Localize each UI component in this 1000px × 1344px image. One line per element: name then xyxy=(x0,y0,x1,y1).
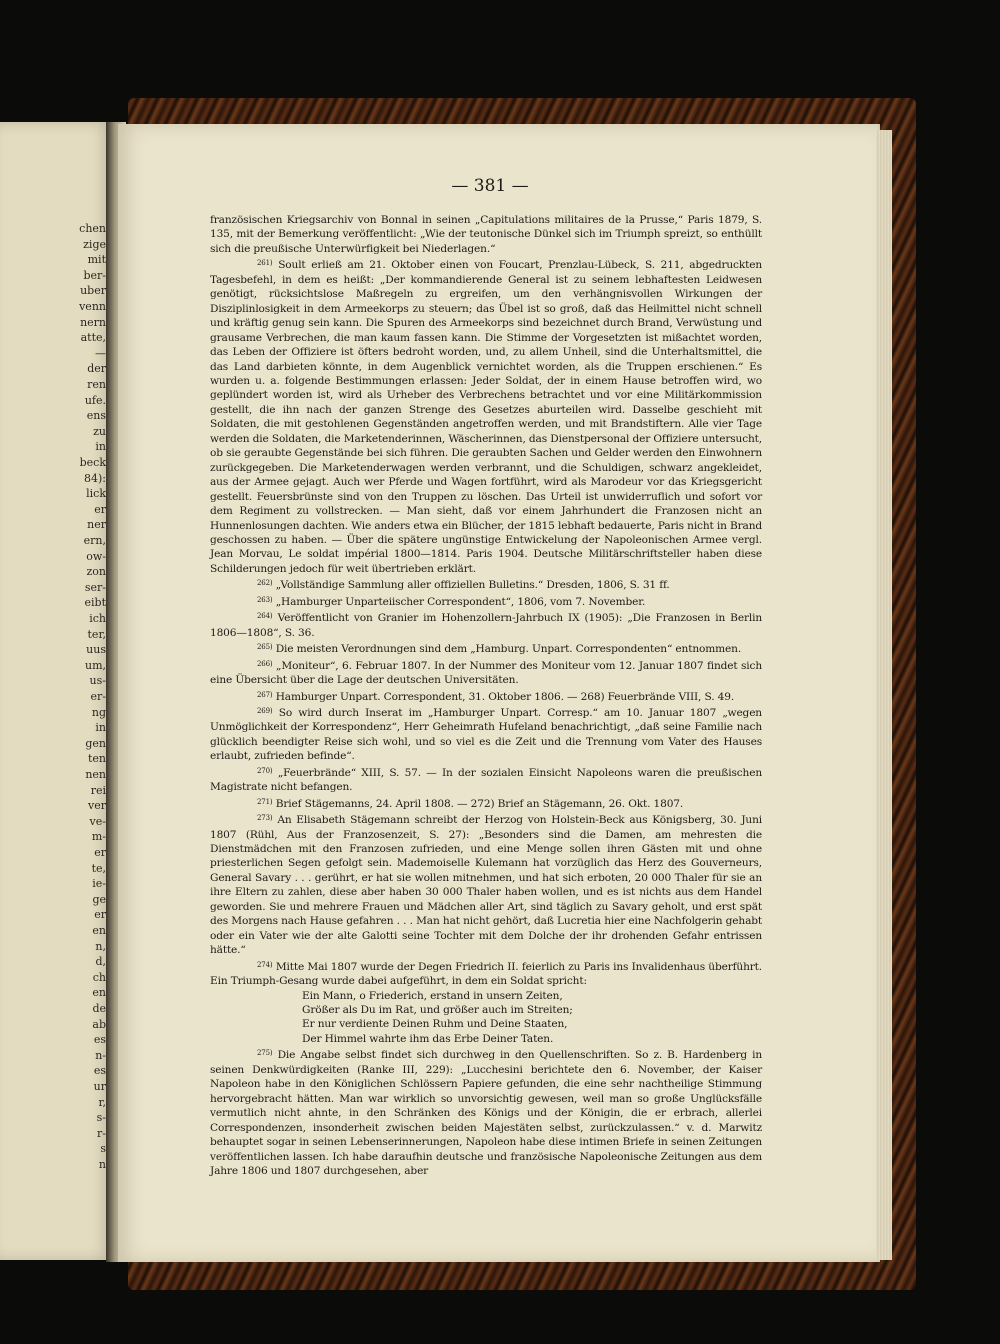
verse-line: Größer als Du im Rat, und größer auch im Streiten; xyxy=(302,1004,573,1017)
verse-line: Der Himmel wahrte ihm das Erbe Deiner Taten. xyxy=(302,1032,554,1045)
left-page-fragment: ens xyxy=(86,409,106,423)
footnote xyxy=(210,576,762,592)
left-page-fragment: lick xyxy=(86,487,106,501)
left-page xyxy=(0,122,112,1260)
left-page-fragment: ge xyxy=(92,892,106,906)
left-page-fragment: in xyxy=(95,440,106,454)
footnote xyxy=(210,609,762,640)
footnote-text: So wird durch Inserat im „Hamburger Unpart. Corresp.“ am 10. Januar 1807 „wegen Unmöglichkeit der Korrespondenz“, Herr Geheimrath Hufeland benachrichtigt, „daß seine Familie nach glücklich beendigter Reise sich wohl, und so viel es die Zeit und die Trennung vom Vater des Hauses erlaubt, zufrieden befinde“. xyxy=(210,706,762,763)
left-page-fragment: zu xyxy=(93,424,106,438)
left-page-fragment: uus xyxy=(86,643,106,657)
left-page-fragment: ser- xyxy=(84,580,106,594)
footnote xyxy=(210,704,762,764)
footnote-text: französischen Kriegsarchiv von Bonnal in seinen „Capitulations militaires de la Prusse,“ Paris 1879, S. 135, mit der Bemerkung veröffentlicht: „Wie der teutonische Dünkel sich im Triumph spreizt, so enthüllt sich die preußische Unterwürfigkeit bei Niederlagen.“ xyxy=(210,214,762,255)
left-page-fragment: es xyxy=(93,1033,106,1047)
footnote-number: 265) xyxy=(257,643,273,652)
verse-line: Ein Mann, o Friederich, erstand in unsern Zeiten, xyxy=(302,989,563,1002)
left-page-fragment: r, xyxy=(98,1095,106,1109)
left-page-fragment: s- xyxy=(96,1111,106,1125)
footnote-text: Veröffentlicht von Granier im Hohenzollern-Jahrbuch IX (1905): „Die Franzosen in Berlin 1806—1808“, S. 36. xyxy=(210,612,763,639)
left-page-fragment: nen xyxy=(85,768,106,781)
footnote-number: 264) xyxy=(257,612,273,621)
left-page-fragment: ver xyxy=(88,799,106,813)
footnote-number: 263) xyxy=(257,595,273,604)
left-page-fragment: uber xyxy=(80,284,106,298)
footnote-number: 274) xyxy=(257,960,273,969)
footnote-text: Die Angabe selbst findet sich durchweg in den Quellenschriften. So z. B. Hardenberg in seinen Denkwürdigkeiten (Ranke III, 229): „Lucchesini berichtete den 6. November, der Kaiser Napoleon habe in den Königlichen Schlössern Papiere gefunden, die eine sehr nachtheilige Stimmung hervorgebracht hätten. Man war wirklich so unvorsichtig gewesen, weil man so große Unglücksfälle vermutlich nicht ahnte, in den Schränken des Königs und der Königin, die er erbrach, allerlei Correspondenzen, insonderheit zwischen beiden Majestäten selbst, zurückzulassen.“ v. d. Marwitz behauptet sogar in seinen Lebenserinnerungen, Napoleon habe diese intimen Briefe in seinen Zeitungen veröffentlichen lassen. Ich habe daraufhin deutsche und französische Napoleonische Zeitungen aus dem Jahre 1806 und 1807 durchgesehen, aber xyxy=(210,1049,762,1177)
footnote-number: 271) xyxy=(257,797,273,806)
left-page-fragment: en xyxy=(92,986,106,1000)
left-page-fragment: ich xyxy=(89,612,106,625)
footnote-text: „Feuerbrände“ XIII, S. 57. — In der sozialen Einsicht Napoleons waren die preußischen Magistrate nicht befangen. xyxy=(210,766,763,794)
footnote-text: Die meisten Verordnungen sind dem „Hamburg. Unpart. Correspondenten“ entnommen. xyxy=(275,643,742,656)
footnote-number: 266) xyxy=(257,659,273,668)
left-page-fragment: ie- xyxy=(92,877,106,891)
left-page-fragment: er xyxy=(94,502,106,516)
left-page-fragment: er- xyxy=(90,690,106,703)
footnote-text: An Elisabeth Stägemann schreibt der Herzog von Holstein-Beck aus Königsberg, 30. Juni 1807 (Rühl, Aus der Franzosenzeit, S. 27): „Besonders sind die Damen, am mehresten die Dienstmädchen mit den Franzosen zufrieden, und eine Menge sollen ihren Gästen mit und ohne priesterlichen Segen gefolgt sein. Mademoiselle Kulemann hat vorzüglich das Herz des Gouverneurs, General Savary . . . gerührt, er hat sie wollen mitnehmen, und hat sich erboten, 20 000 Thaler für sie an ihre Eltern zu zahlen, diese aber haben 30 000 Thaler haben wollen, und es ist nichts aus dem Handel geworden. Sie und mehrere Frauen und Mädchen aller Art, sind täglich zu Savary geholt, und erst spät des Morgens nach Hause gefahren . . . Man hat nicht gehört, daß Lucretia hier eine Nachfolgerin gehabt oder ein Vater wie der alte Galotti seine Tochter mit dem Dolche der ihr drohenden Gefahr entrissen hätte.“ xyxy=(210,814,762,957)
left-page-fragment: en xyxy=(92,924,106,937)
left-page-fragment: er xyxy=(94,908,106,922)
page-edge xyxy=(876,130,892,1260)
left-page-fragment: d, xyxy=(95,955,106,969)
footnote xyxy=(210,688,762,704)
left-page-fragment: te, xyxy=(91,861,106,875)
left-page-fragment: gen xyxy=(85,736,106,750)
left-page-fragment: ow- xyxy=(86,549,106,563)
left-page-fragment: beck xyxy=(79,456,106,469)
left-page-fragment: in xyxy=(95,721,106,735)
left-page-fragment: es xyxy=(93,1064,106,1078)
footnote-number: 267) xyxy=(257,690,273,699)
footnote-number: 273) xyxy=(257,814,273,823)
footnote-text: Hamburger Unpart. Correspondent, 31. Oktober 1806. — 268) Feuerbrände VIII, S. 49. xyxy=(275,690,735,703)
page-number: — 381 — xyxy=(451,176,529,196)
left-page-fragment: ten xyxy=(87,752,106,766)
left-page-fragment: zon xyxy=(86,565,106,579)
footnote-text: „Vollständige Sammlung aller offiziellen Bulletins.“ Dresden, 1806, S. 31 ff. xyxy=(275,579,670,592)
footnote-text: Soult erließ am 21. Oktober einen von Foucart, Prenzlau-Lübeck, S. 211, abgedruckten Tagesbefehl, in dem es heißt: „Der kommandierende General ist zu seinem lebhaftesten Leidwesen genötigt, rücksichtslose Maßregeln zu ergreifen, um den verhängnisvollen Wirkungen der Disziplinlosigkeit in dem Armeekorps zu steuern; das Übel ist so groß, daß das Heilmittel nicht schnell und kräftig genug sein kann. Die Spuren des Armeekorps sind bezeichnet durch Brand, Verwüstung und grausame Verbrechen, die man kaum fassen kann. Die Stimme der Vorgesetzten ist mißachtet worden, das Leben der Offiziere ist öfters bedroht worden, und, zu allem Unheil, sind die Unterhaltsmittel, die das Land darbieten könnte, in dem Augenblick vernichtet worden, als die Truppen erschienen.“ Es wurden u. a. folgende Bestimmungen erlassen: Jeder Soldat, der in einem Hause betroffen wird, wo geplündert worden ist, wird als Urheber des Verbrechens betrachtet und vor eine Militärkommission gestellt, die ihn nach der ganzen Strenge des Gesetzes aburteilen wird. Dasselbe geschieht mit Soldaten, die mit gestohlenen Gegenständen angetroffen werden, und mit Brandstiftern. Alle vier Tage werden die Soldaten, die Marketenderinnen, Wäscherinnen, das Dienstpersonal der Offiziere untersucht, ob sie geraubte Gegenstände bei sich führen. Die geraubten Sachen und Gelder werden den Einwohnern zurückgegeben. Die Marketenderwagen werden verbrannt, und die Schuldigen, schwarz angekleidet, aus der Armee gejagt. Auch wer Pferde und Wagen fortführt, wird als Marodeur vor das Kriegsgericht gestellt. Feuersbrünste sind von den Truppen zu löschen. Das Urteil ist unwiderruflich und sofort vor dem Regiment zu vollstrecken. — Man sieht, daß vor einem Jahrhundert die Franzosen nicht an Hunnenlosungen dachten. Wie anders etwa ein Blücher, der 1815 lebhaft bedauerte, Paris nicht in Brand geschossen zu haben. — Über die spätere ungünstige Entwickelung der Napoleonischen Armee vergl. Jean Morvau, Le soldat impérial 1800—1814. Paris 1904. Deutsche Militärschriftsteller haben diese Schilderungen jedoch für weit übertrieben erklärt. xyxy=(210,259,763,575)
footnote-text: „Moniteur“, 6. Februar 1807. In der Nummer des Moniteur vom 12. Januar 1807 findet sich eine Übersicht über die Lage der deutschen Universitäten. xyxy=(210,659,763,687)
left-page-fragment: atte, xyxy=(80,331,106,345)
footnote-number: 275) xyxy=(257,1049,273,1058)
left-page-fragment: venn xyxy=(79,300,106,313)
footnote-text: Brief Stägemanns, 24. April 1808. — 272) Brief an Stägemann, 26. Okt. 1807. xyxy=(275,797,684,810)
footnotes-body xyxy=(210,213,762,1178)
left-page-fragment: rei xyxy=(90,783,106,797)
left-page-fragment: chen xyxy=(79,222,106,235)
left-page-fragment: mit xyxy=(87,253,106,267)
left-page-fragment: der xyxy=(87,362,106,376)
footnote-275 xyxy=(210,1046,762,1178)
footnote-number: 261) xyxy=(257,259,273,268)
left-page-fragment: s xyxy=(100,1142,106,1156)
footnote xyxy=(210,811,762,958)
left-page-fragment: — xyxy=(95,346,106,360)
left-page-fragment: n, xyxy=(95,939,106,953)
verse-line: Er nur verdiente Deinen Ruhm und Deine Staaten, xyxy=(302,1018,568,1031)
footnote-number: 270) xyxy=(257,766,273,775)
left-page-fragment: ng xyxy=(91,705,106,719)
footnote-text: Mitte Mai 1807 wurde der Degen Friedrich II. feierlich zu Paris ins Invalidenhaus überführt. Ein Triumph-Gesang wurde dabei aufgeführt, in dem ein Soldat spricht: xyxy=(210,960,762,988)
footnote xyxy=(210,657,762,688)
footnote xyxy=(210,764,762,795)
left-page-fragment: ter, xyxy=(87,627,106,641)
left-page-fragment: ve- xyxy=(89,814,106,828)
left-page-fragment: nern xyxy=(80,315,106,329)
footnote xyxy=(210,958,762,989)
footnote xyxy=(210,640,762,656)
left-page-fragment: eibt xyxy=(84,596,106,610)
left-page-fragment: 84): xyxy=(84,471,106,485)
left-page-fragment: ern, xyxy=(83,534,106,547)
footnote-text: „Hamburger Unparteiischer Correspondent“, 1806, vom 7. November. xyxy=(275,595,646,608)
left-page-fragment: de xyxy=(92,1002,106,1015)
verse-block xyxy=(302,989,762,1047)
left-page-fragment: ber- xyxy=(83,268,106,282)
left-page-fragment: ufe. xyxy=(84,393,106,407)
left-page-fragment: ab xyxy=(92,1017,106,1031)
footnote xyxy=(210,256,762,576)
left-page-fragment: n- xyxy=(95,1048,106,1062)
left-page-fragment: zige xyxy=(83,237,106,251)
left-page-fragment: us- xyxy=(89,674,106,688)
left-page-fragment: m- xyxy=(91,830,106,844)
footnote xyxy=(210,795,762,811)
left-page-fragment: ur xyxy=(93,1080,106,1093)
left-page-fragment: um, xyxy=(84,658,106,672)
left-page-fragment: er xyxy=(94,846,106,859)
left-page-fragment: ren xyxy=(87,378,106,391)
left-page-fragment: ch xyxy=(92,970,106,984)
footnote-number: 269) xyxy=(257,706,273,715)
left-page-fragment: ner xyxy=(87,518,106,532)
footnote-continuation xyxy=(210,213,762,256)
left-page-fragment: n xyxy=(98,1158,106,1171)
footnote-number: 262) xyxy=(257,579,273,588)
footnote xyxy=(210,593,762,609)
left-page-fragment: r- xyxy=(97,1126,106,1140)
